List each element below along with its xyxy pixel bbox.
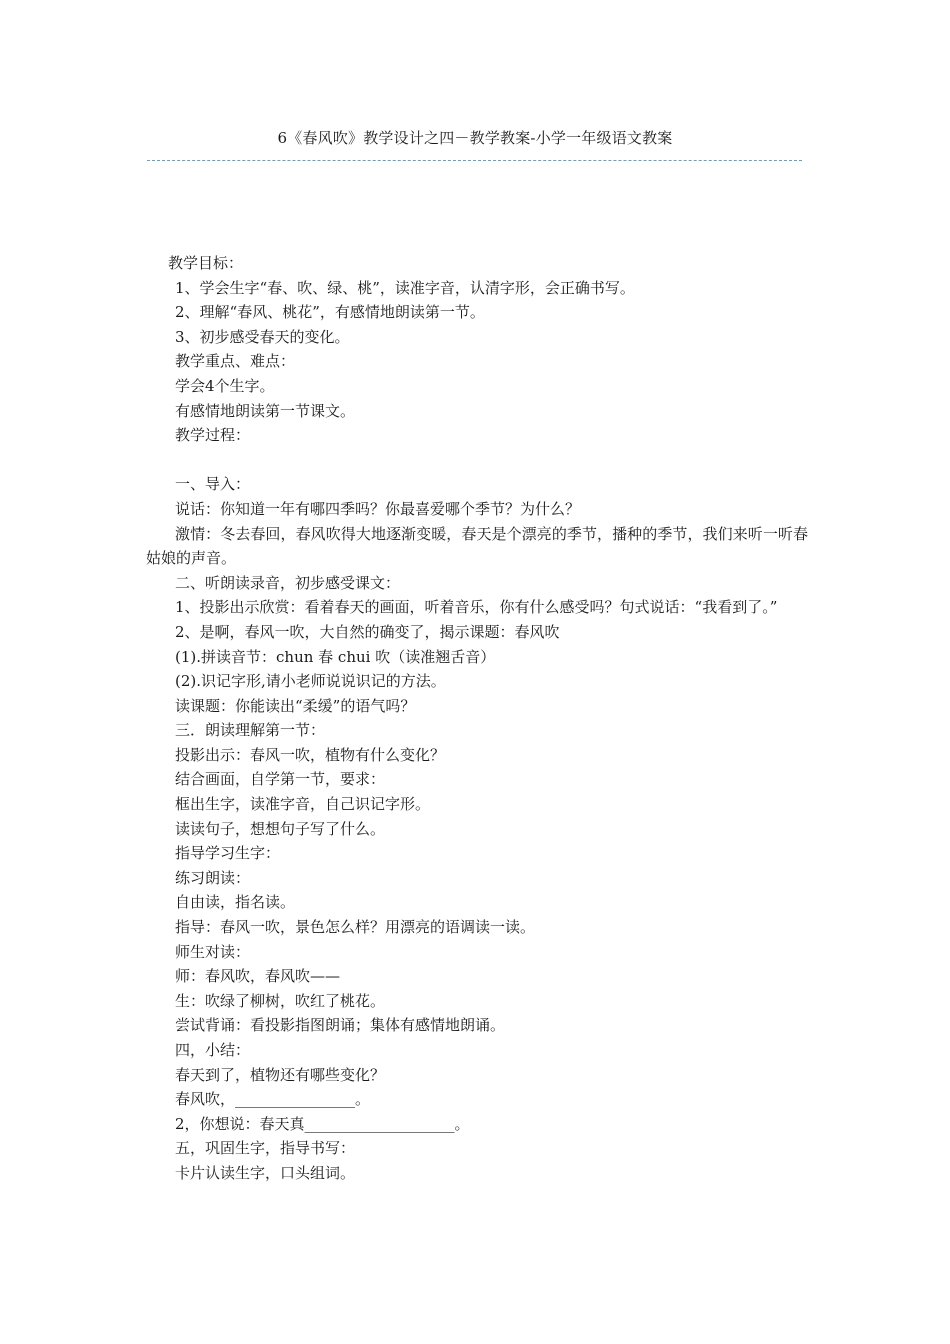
paragraph: (2).识记字形,请小老师说说识记的方法。 bbox=[175, 672, 446, 691]
paragraph: 四，小结： bbox=[175, 1041, 251, 1059]
paragraph: 2，你想说：春天真____________________。 bbox=[175, 1114, 470, 1133]
paragraph: 一、导入： bbox=[175, 475, 251, 494]
paragraph: 师：春风吹，春风吹—— bbox=[175, 967, 341, 986]
paragraph: 读课题：你能读出“柔缓”的语气吗？ bbox=[175, 696, 416, 715]
paragraph: 3、初步感受春天的变化。 bbox=[175, 327, 350, 346]
paragraph: 2、是啊，春风一吹，大自然的确变了，揭示课题：春风吹 bbox=[175, 622, 560, 641]
paragraph: 教学重点、难点： bbox=[175, 352, 296, 371]
paragraph: 教学过程： bbox=[175, 426, 251, 445]
paragraph: 激情：冬去春回，春风吹得大地逐渐变暖，春天是个漂亮的季节，播种的季节，我们来听一听春姑娘的声音。 bbox=[146, 524, 808, 568]
paragraph: 1、学会生字“春、吹、绿、桃”，读准字音，认清字形，会正确书写。 bbox=[175, 278, 635, 297]
paragraph: 说话：你知道一年有哪四季吗？你最喜爱哪个季节？为什么？ bbox=[175, 499, 581, 518]
paragraph: 1、投影出示欣赏：看着春天的画面，听着音乐，你有什么感受吗？句式说话：“我看到了。” bbox=[175, 598, 778, 617]
paragraph: 2、理解“春风、桃花”，有感情地朗读第一节。 bbox=[175, 303, 485, 322]
paragraph: 卡片认读生字，口头组词。 bbox=[175, 1163, 356, 1182]
paragraph: 五，巩固生字，指导书写： bbox=[175, 1139, 356, 1158]
paragraph: 教学目标： bbox=[168, 254, 244, 272]
title-divider bbox=[147, 160, 802, 161]
paragraph: 自由读，指名读。 bbox=[175, 893, 296, 912]
paragraph: 指导：春风一吹，景色怎么样？用漂亮的语调读一读。 bbox=[175, 918, 536, 937]
paragraph: 有感情地朗读第一节课文。 bbox=[175, 401, 356, 420]
document-title: 6《春风吹》教学设计之四－教学教案-小学一年级语文教案 bbox=[277, 129, 673, 147]
paragraph: 春风吹，________________。 bbox=[175, 1090, 371, 1109]
paragraph: 师生对读： bbox=[175, 942, 251, 961]
paragraph: 练习朗读： bbox=[175, 868, 251, 887]
paragraph: (1).拼读音节：chun 春 chui 吹（读准翘舌音） bbox=[175, 647, 496, 666]
paragraph: 学会4个生字。 bbox=[175, 376, 275, 395]
blank-line bbox=[146, 448, 808, 473]
paragraph: 读读句子，想想句子写了什么。 bbox=[175, 819, 386, 838]
paragraph: 二、听朗读录音，初步感受课文： bbox=[175, 573, 401, 592]
paragraph: 投影出示：春风一吹，植物有什么变化？ bbox=[175, 745, 446, 764]
paragraph: 尝试背诵：看投影指图朗诵；集体有感情地朗诵。 bbox=[175, 1016, 506, 1035]
document-body bbox=[146, 251, 808, 1186]
paragraph: 三．朗读理解第一节： bbox=[175, 721, 326, 740]
paragraph: 指导学习生字： bbox=[175, 844, 281, 863]
paragraph: 生：吹绿了柳树，吹红了桃花。 bbox=[175, 991, 386, 1010]
paragraph: 春天到了，植物还有哪些变化？ bbox=[175, 1065, 386, 1084]
paragraph: 结合画面，自学第一节，要求： bbox=[175, 770, 386, 789]
paragraph: 框出生字，读准字音，自己识记字形。 bbox=[175, 795, 431, 814]
